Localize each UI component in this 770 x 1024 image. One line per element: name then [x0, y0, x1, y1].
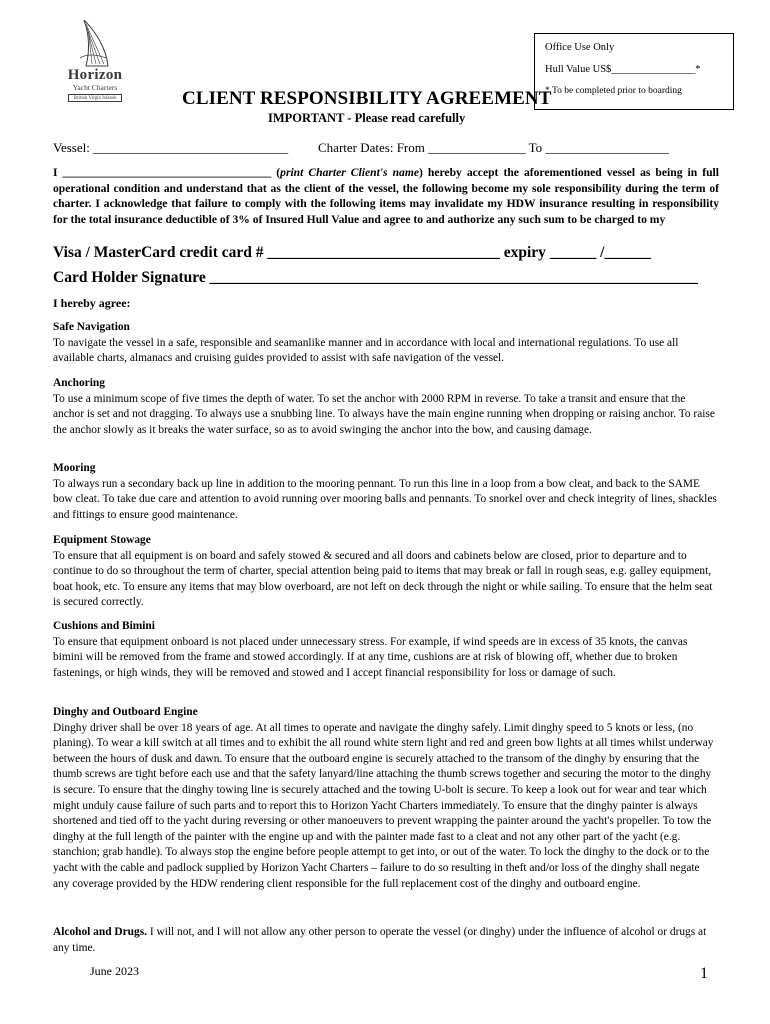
- client-name-hint: print Charter Client's name: [280, 166, 419, 179]
- vessel-field[interactable]: Vessel: ______________________________: [53, 140, 289, 155]
- section-heading: Safe Navigation: [53, 321, 130, 333]
- section-heading: Alcohol and Drugs.: [53, 926, 147, 938]
- office-use-box: [534, 33, 734, 110]
- section-body: To navigate the vessel in a safe, responsible and seamanlike manner and in accordance with local and international regulations. To use all available charts, almanacs and cruising guides provided to assist with safe navigation of the vessel.: [53, 336, 679, 365]
- section-heading: Cushions and Bimini: [53, 620, 155, 632]
- important-note: IMPORTANT - Please read carefully: [268, 111, 466, 125]
- logo-brand: Horizon: [67, 67, 123, 83]
- office-use-label: Office Use Only: [545, 42, 615, 53]
- logo-tag: British Virgin Islands: [68, 94, 122, 102]
- client-declaration: [53, 165, 719, 227]
- section-equipment-stowage: [53, 533, 718, 611]
- section-anchoring: [53, 376, 718, 438]
- hull-value-field[interactable]: Hull Value US$________________*: [545, 64, 701, 75]
- section-heading: Dinghy and Outboard Engine: [53, 706, 198, 718]
- page-title: CLIENT RESPONSIBILITY AGREEMENT: [182, 88, 552, 109]
- section-heading: Anchoring: [53, 377, 105, 389]
- section-body: Dinghy driver shall be over 18 years of age. At all times to operate and navigate the dinghy safely. Limit dinghy speed to 5 knots or less, (no planing). To wear a kill switch at all times and to exhibit the all round white stern light and red and green bow lights at all times whilst underway between the hours of dusk and dawn. To ensure that the outboard engine is securely attached to the transom of the dinghy by ensuring that the thumb screws are tight before each use and that the safety lanyard/line attaching the thumb screws together and securing the motor to the dinghy is secure. To ensure that the dinghy towing line is securely attached and the towing U-bolt is secure. To keep a look out for wear and tear which might unduly cause failure of such parts and to report this to Horizon Yacht Charters immediately. To ensure that the dinghy painter is always shortened and tied off to the yacht during reversing or other manoeuvers to prevent wrapping the painter around the yacht's propeller. To tow the dinghy at the full length of the painter with the engine up and with the painter made fast to a cleat and not any other part of the yacht (e.g. stanchion; grab handle). To always stop the engine before people attempt to get into, or out of the water. To lock the dinghy to the dock or to the yacht with the cable and padlock supplied by Horizon Yacht Charters – failure to do so resulting in theft and/or loss of the dinghy shall negate any coverage provided by the HDW rendering client responsible for the full replacement cost of the dinghy and outboard engine.: [53, 721, 714, 890]
- section-body: To ensure that all equipment is on board and safely stowed & secured and all doors and cabinets below are closed, prior to departure and to continue to do so throughout the term of charter, special attention being paid to items that may break or fall in rough seas, e.g. galley equipment, boat hook, etc. To ensure any items that may blow overboard, are not left on deck through the night or while sailing. To ensure that the helm seat is secured correctly.: [53, 549, 713, 609]
- section-heading: Equipment Stowage: [53, 534, 151, 546]
- logo-subtitle: Yacht Charters: [72, 83, 118, 92]
- agree-heading: I hereby agree:: [53, 296, 131, 310]
- section-safe-navigation: [53, 320, 718, 367]
- charter-dates-field[interactable]: Charter Dates: From _______________ To ___________________: [318, 140, 669, 155]
- section-cushions-bimini: [53, 619, 718, 681]
- section-body: To use a minimum scope of five times the depth of water. To set the anchor with 2000 RPM in reverse. To take a transit and ensure that the anchor is set and not dragging. To always use a snubbing line. To always have the main engine running when dropping or raising anchor. To raise the anchor slowly as it breaks the water surface, so as to avoid swinging the anchor into the bow, and causing damage.: [53, 392, 715, 436]
- section-body: To always run a secondary back up line in addition to the mooring pennant. To run this line in a loop from a bow cleat, and back to the SAME bow cleat. To take due care and attention to avoid running over mooring balls and pennants. To snorkel over and check integrity of lines, shackles and fittings to ensure good maintenance.: [53, 477, 717, 521]
- section-mooring: [53, 461, 718, 523]
- client-name-field[interactable]: I ____________________________________ (: [53, 166, 281, 179]
- horizon-logo: [62, 18, 126, 104]
- footer-date: June 2023: [90, 964, 139, 978]
- hull-value-note: * To be completed prior to boarding: [545, 86, 682, 96]
- credit-card-field[interactable]: Visa / MasterCard credit card # ______________________________ expiry ______ /______: [53, 244, 651, 261]
- section-body: I will not, and I will not allow any other person to operate the vessel (or dinghy) under the influence of alcohol or drugs at any time.: [53, 926, 707, 954]
- card-holder-signature-field[interactable]: Card Holder Signature _______________________________________________________________: [53, 269, 698, 286]
- page-number: 1: [700, 965, 708, 982]
- sail-icon: [62, 18, 126, 70]
- section-dinghy-outboard: [53, 705, 718, 892]
- section-alcohol-drugs: [53, 925, 718, 956]
- declaration-text: ) hereby accept the aforementioned vessel as being in full operational condition and understand that as the client of the vessel, the following become my sole responsibility during the term of charter. I acknowledge that failure to comply with the following items may invalidate my HDW insurance resulting in responsibility for the total insurance deductible of 3% of Insured Hull Value and agree to and authorize any such sum to be charged to my: [53, 166, 720, 226]
- section-heading: Mooring: [53, 462, 96, 474]
- section-body: To ensure that equipment onboard is not placed under unnecessary stress. For example, if wind speeds are in excess of 35 knots, the canvas bimini will be removed from the frame and stowed accordingly. If at any time, cushions are at risk of blowing off, whether due to broken fastenings, or high winds, they will be removed and stowed and I accept financial responsibility for loss or damage of such.: [53, 635, 688, 679]
